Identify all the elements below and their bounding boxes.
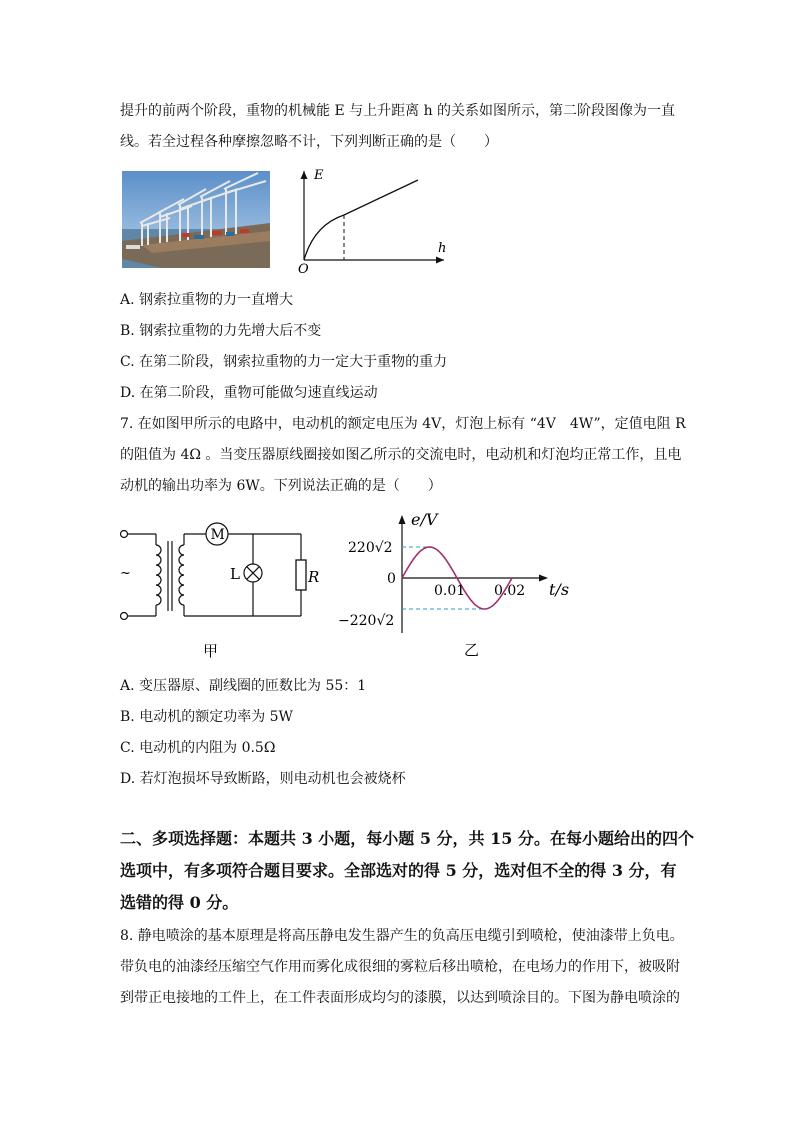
lamp-label: L (230, 565, 240, 583)
h-axis-label: h (438, 241, 447, 256)
circuit-caption: 甲 (203, 642, 219, 660)
q6-option-b: B. 钢索拉重物的力先增大后不变 (120, 323, 322, 339)
q8-line2: 带负电的油漆经压缩空气作用而雾化成很细的雾粒后移出喷枪，在电场力的作用下，被吸附 (120, 959, 680, 975)
tick-label-0.02: 0.02 (494, 583, 526, 599)
q6-option-c: C. 在第二阶段，钢索拉重物的力一定大于重物的重力 (120, 354, 448, 370)
origin-label: O (298, 262, 309, 277)
t-axis-title: t/s (549, 580, 570, 599)
q8-line1: 8. 静电喷涂的基本原理是将高压静电发生器产生的负高压电缆引到喷枪，使油漆带上负电。 (120, 928, 684, 944)
motor-label: M (210, 527, 225, 543)
tick-label-0.01: 0.01 (434, 583, 466, 599)
q7-option-a: A. 变压器原、副线圈的匝数比为 55：1 (120, 678, 367, 694)
e-axis-label: E (314, 168, 324, 183)
q7-stem-line2: 的阻值为 4Ω 。当变压器原线圈接如图乙所示的交流电时，电动机和灯泡均正常工作，且电 (120, 447, 682, 463)
line-phase-2 (344, 180, 418, 215)
circuit-diagram (112, 515, 320, 663)
q8-line3: 到带正电接地的工件上，在工件表面形成均匀的漆膜，以达到喷涂目的。下图为静电喷涂的 (120, 990, 680, 1006)
section2-line1: 二、多项选择题：本题共 3 小题，每小题 5 分，共 15 分。在每小题给出的四个 (120, 829, 694, 848)
q7-stem-line3: 动机的输出功率为 6W。下列说法正确的是（ ） (120, 478, 442, 494)
y-pos-label: 220√2 (348, 540, 393, 556)
section2-line3: 选错的得 0 分。 (120, 893, 239, 912)
q6-stem-line2: 线。若全过程各种摩擦忽略不计，下列判断正确的是（ ） (120, 134, 498, 150)
q6-stem-line1: 提升的前两个阶段，重物的机械能 E 与上升距离 h 的关系如图所示，第二阶段图像为一直 (120, 103, 676, 119)
port-cranes-photo (122, 171, 270, 268)
curve-phase-1 (304, 215, 344, 260)
q6-option-a: A. 钢索拉重物的力一直增大 (120, 292, 294, 308)
q7-option-c: C. 电动机的内阻为 0.5Ω (120, 740, 276, 756)
resistor-label: R (308, 568, 320, 586)
energy-height-graph (292, 165, 457, 277)
chart-caption: 乙 (464, 641, 480, 659)
zero-label: 0 (387, 571, 396, 587)
y-neg-label: −220√2 (338, 613, 395, 629)
section2-line2: 选项中，有多项符合题目要求。全部选对的得 5 分，选对但不全的得 3 分，有 (120, 861, 677, 880)
e-axis-title: e/V (411, 510, 438, 529)
q7-stem-line1: 7. 在如图甲所示的电路中，电动机的额定电压为 4V，灯泡上标有 “4V 4W”，定值电阻 R (120, 416, 686, 432)
q7-option-d: D. 若灯泡损坏导致断路，则电动机也会被烧杯 (120, 771, 406, 787)
q6-option-d: D. 在第二阶段，重物可能做匀速直线运动 (120, 385, 378, 401)
ac-symbol: ~ (120, 566, 131, 581)
q7-option-b: B. 电动机的额定功率为 5W (120, 709, 293, 725)
ac-voltage-chart (336, 505, 576, 663)
